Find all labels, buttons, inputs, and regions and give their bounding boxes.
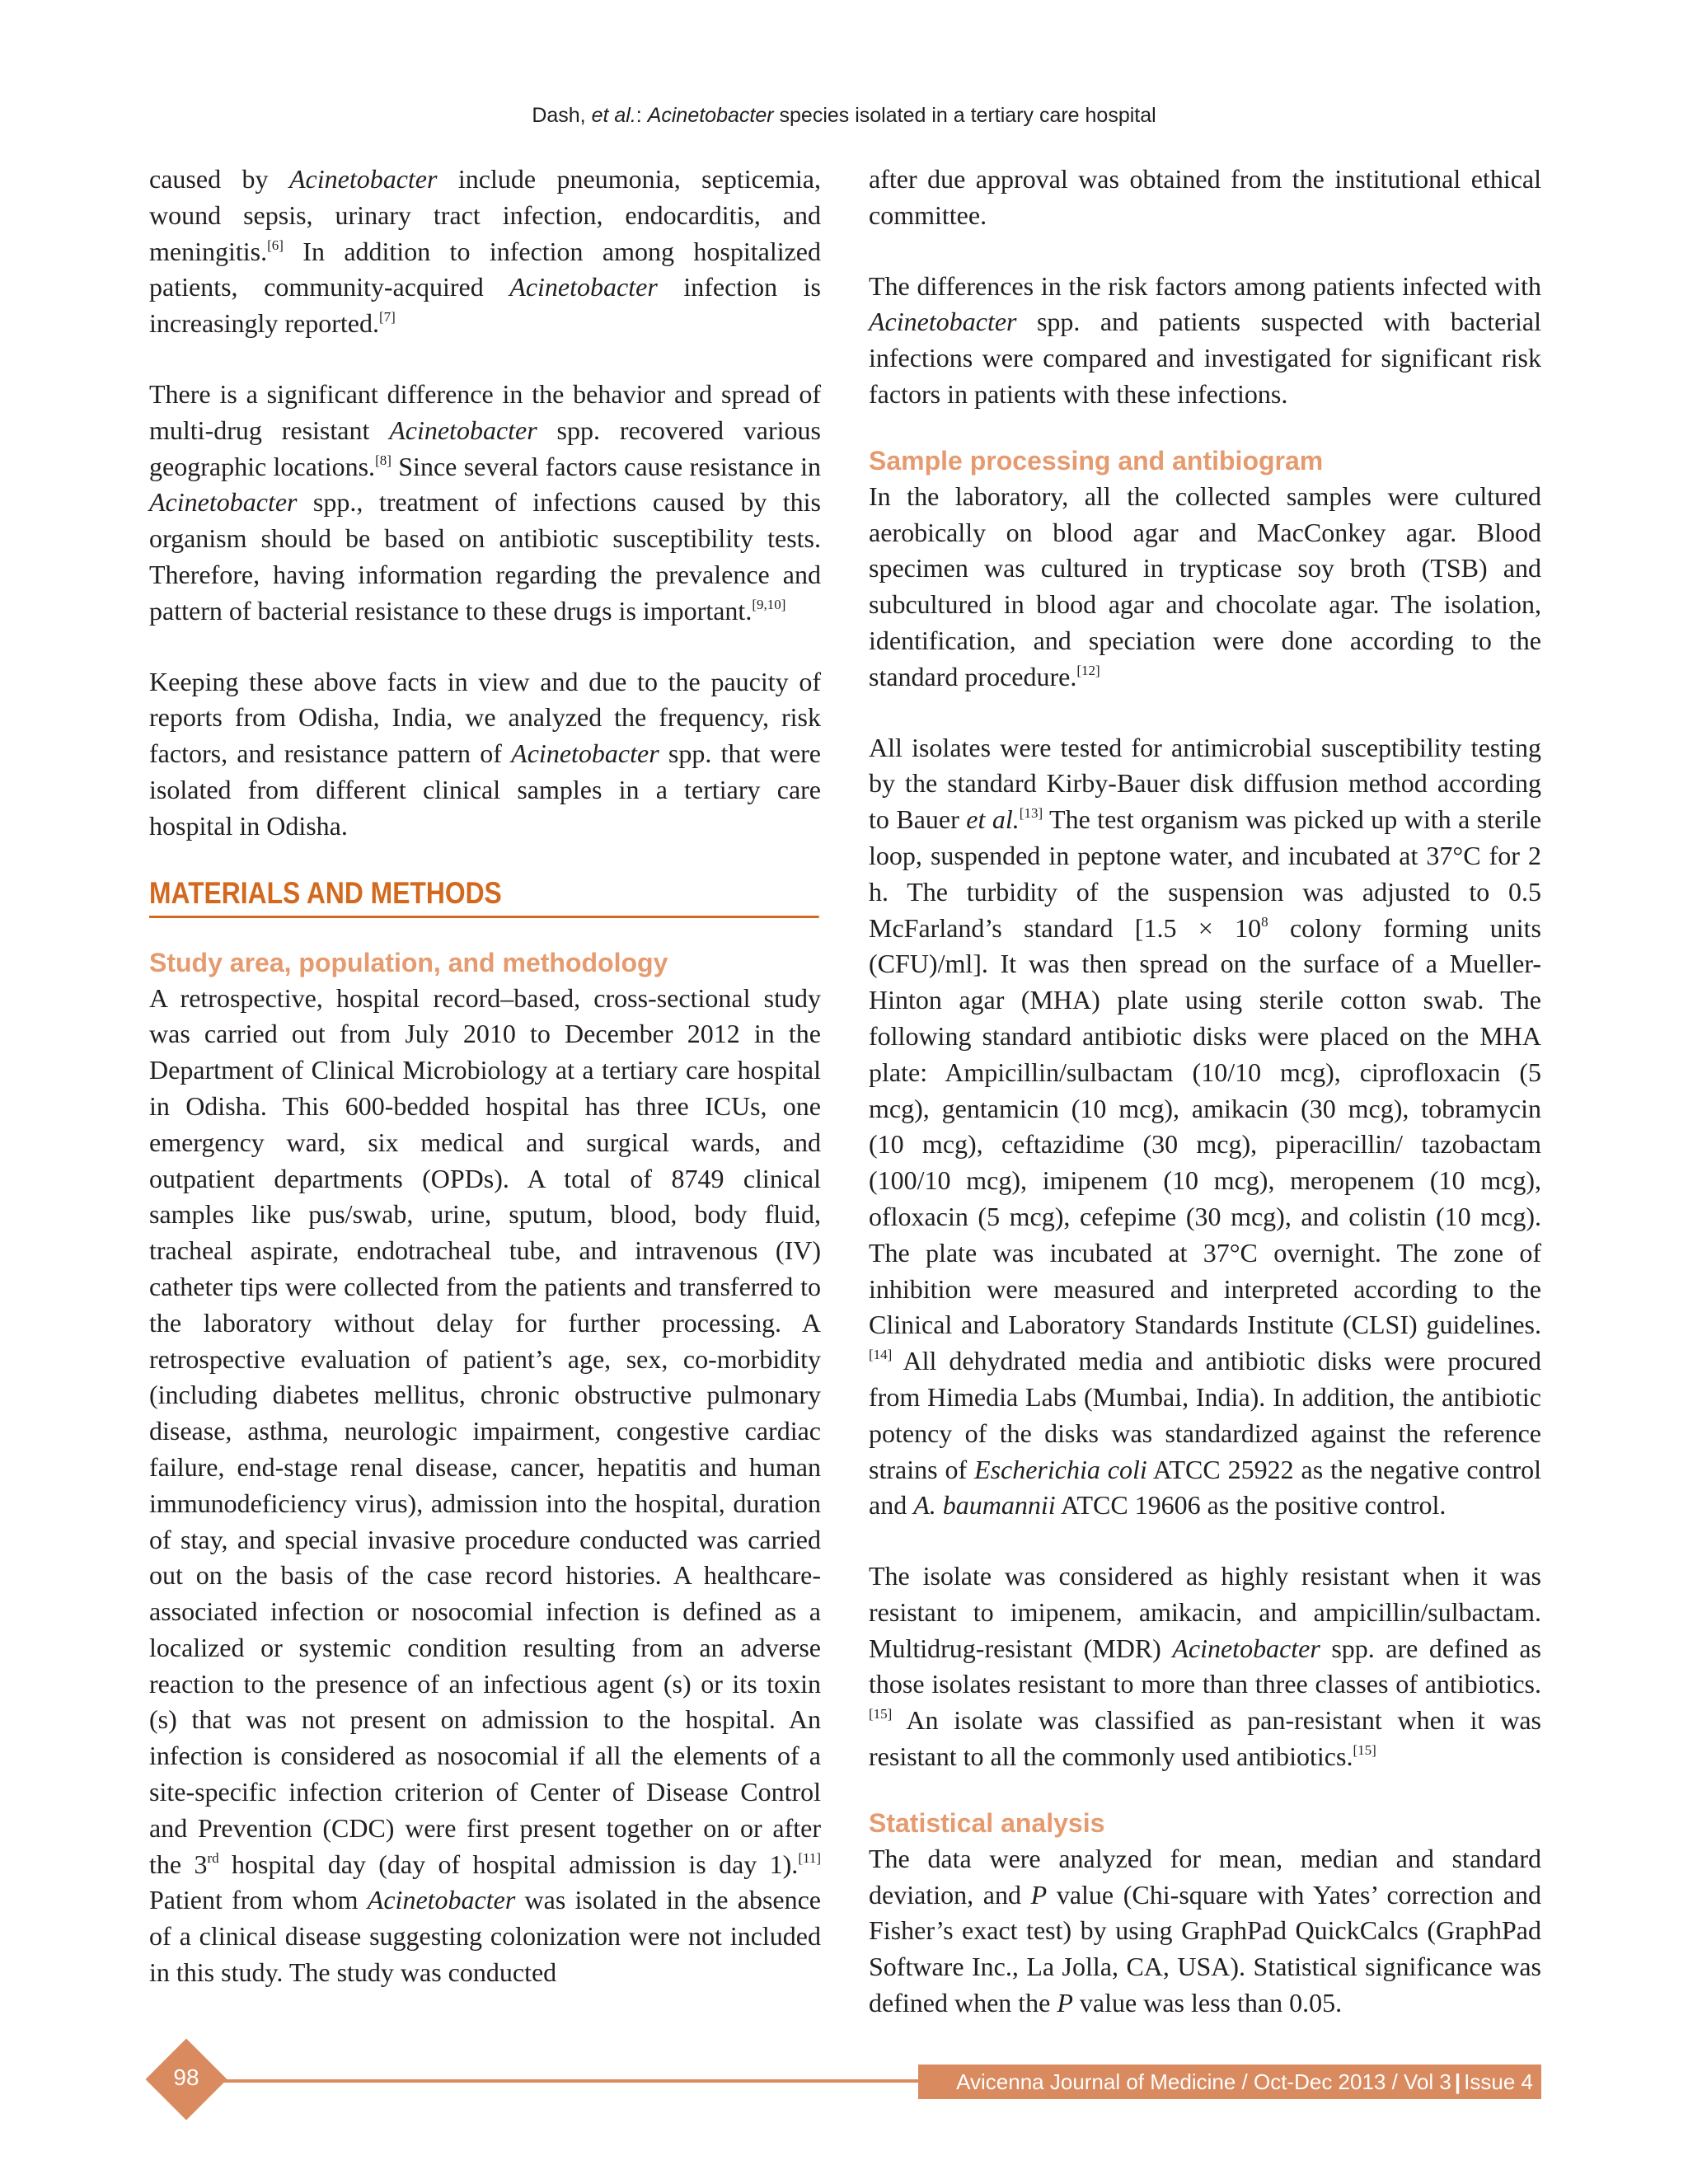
italic-genus: Acinetobacter [869,307,1017,337]
text-run: An isolate was classified as pan-resistant when it was resistant to all the commonly used antibiotics. [869,1705,1541,1772]
citation: [8] [375,452,392,468]
citation: [13] [1019,805,1043,822]
text-run: The differences in the risk factors among patients infected with [869,270,1541,301]
text-run: A retrospective, hospital record–based, cross-sectional study was carried out from July 2010 to December 2012 in the Department of Clinical Microbiology at a tertiary care hospital in Odisha. This 600-bedded hospital has three ICUs, one emergency ward, six medical and surgical wards, and outpatient departments (OPDs). A total of 8749 clinical samples like pus/swab, urine, sputum, blood, body fluid, tracheal aspirate, endotracheal tube, and intravenous (IV) catheter tips were collected from the patients and transferred to the laboratory without delay for further processing. A retrospective evaluation of patient’s age, sex, co-morbidity (including diabetes mellitus, chronic obstructive pulmonary disease, asthma, neurologic impairment, congestive cardiac failure, end-stage renal disease, cancer, hepatitis and human immunodeficiency virus), admission into the hospital, duration of stay, and special invasive procedure conducted was carried out on the basis of the case record histories. A healthcare-associated infection or nosocomial infection is defined as a localized or systemic condition resulting from an adverse reaction to the presence of an infectious agent (s) or its toxin (s) that was not present on admission to the hospital. An infection is considered as nosocomial if all the elements of a site-specific infection criterion of Center of Disease Control and Prevention (CDC) were first present together on or after the 3 [149,982,821,1879]
italic-p: P [1057,1988,1073,2018]
text-run: ATCC 19606 as the positive control. [1055,1490,1447,1521]
text-run: There is a significant difference in the behavior and spread of multi-drug resistant [149,378,821,445]
italic-genus: Acinetobacter [1172,1633,1320,1663]
text-run: include pneumonia, septicemia, wound sepsis, urinary tract infection, endocarditis, and meningitis. [149,164,822,266]
paragraph-statistics [869,1841,1541,2022]
paragraph-resistance-definitions [869,1558,1541,1775]
text-run: Keeping these above facts in view and due to the paucity of reports from Odisha, India, we analyzed the frequency, risk factors, and resistance pattern of [149,666,821,769]
citation: [7] [379,309,396,326]
text-run: The isolate was considered as highly resistant when it was resistant to imipenem, amikacin, and ampicillin/sulbactam. Multidrug-resistant (MDR) [869,1561,1541,1663]
italic-etal: et al. [966,804,1020,835]
text-run: spp. and patients suspected with bacterial infections were compared and investigated for significant risk factors in patients with these infections. [869,307,1541,409]
text-run: colony forming units (CFU)/ml]. It was then spread on the surface of a Mueller-Hinton agar (MHA) plate using sterile cotton swab. The following standard antibiotic disks were placed on the MHA plate: Ampicillin/sulbactam (10/10 mcg), ciprofloxacin (5 mcg), gentamicin (10 mcg), amikacin (30 mcg), tobramycin (10 mcg), ceftazidime (30 mcg), piperacillin/ tazobactam (100/10 mcg), imipenem (10 mcg), meropenem (10 mcg), ofloxacin (5 mcg), cefepime (30 mcg), and colistin (10 mcg). The plate was incubated at 37°C overnight. The zone of inhibition were measured and interpreted according to the Clinical and Laboratory Standards Institute (CLSI) guidelines. [869,912,1542,1340]
ordinal-superscript: rd [207,1849,219,1866]
text-run: In addition to infection among hospitalized patients, community-acquired [149,236,821,302]
text-run: hospital day (day of hospital admission is day 1). [218,1849,799,1879]
paragraph-culture [869,479,1541,696]
paragraph-susceptibility [869,730,1541,1525]
italic-genus: Acinetobacter [389,415,537,445]
text-run: Since several factors cause resistance in [391,451,822,481]
paragraph-resistance [149,377,821,630]
citation: [11] [798,1849,822,1866]
text-run: The test organism was picked up with a sterile loop, suspended in peptone water, and incubated at 37°C for 2 h. The turbidity of the suspension was adjusted to 0.5 McFarland’s standard [1.5 × 10 [869,804,1542,943]
citation: [14] [869,1347,893,1363]
journal-issue: Issue 4 [1464,2069,1533,2094]
paragraph-infections [149,162,821,342]
journal-citation-box [918,2064,1541,2099]
italic-genus: Acinetobacter [509,272,658,302]
running-header [0,104,1688,128]
text-run: spp., treatment of infections caused by this organism should be based on antibiotic susceptibility tests. Therefore, having information regarding the prevalence and pattern of bacterial resistance to these drugs is important. [149,487,821,626]
citation: [15] [1353,1742,1376,1759]
page-number: 98 [173,2064,199,2090]
left-column [149,162,821,1991]
text-run: In the laboratory, all the collected samples were cultured aerobically on blood agar and MacConkey agar. Blood specimen was cultured in trypticase soy broth (TSB) and subcultured in blood agar and chocolate agar. The isolation, identification, and speciation were done according to the standard procedure. [869,480,1541,691]
text-run: infection is increasingly reported. [149,272,822,339]
header-title-rest: species isolated in a tertiary care hospital [773,104,1156,127]
italic-genus: Acinetobacter [149,487,298,518]
text-run: spp. are defined as those isolates resistant to more than three classes of antibiotics. [869,1633,1541,1699]
italic-genus: Acinetobacter [367,1885,516,1915]
italic-species: A. baumannii [913,1490,1056,1521]
italic-genus: Acinetobacter [511,738,659,769]
citation: [9,10] [752,596,786,612]
paragraph-study-design [149,981,821,1991]
paragraph-ethics: after due approval was obtained from the institutional ethical committee. [869,164,1541,230]
citation: [12] [1076,662,1100,678]
text-run: The data were analyzed for mean, median and standard deviation, and [869,1843,1541,1910]
italic-species: Escherichia coli [974,1454,1147,1484]
separator: | [1454,2069,1461,2094]
text-run: value was less than 0.05. [1072,1988,1343,2018]
text-run: spp. recovered various geographic locations. [149,415,821,481]
header-author: Dash, [532,104,592,127]
citation: [15] [869,1706,893,1722]
text-run: spp. that were isolated from different clinical samples in a tertiary care hospital in Odisha. [149,738,822,841]
citation: [6] [267,237,284,253]
text-run: All isolates were tested for antimicrobial susceptibility testing by the standard Kirby-Bauer disk diffusion method according to Bauer [869,732,1541,835]
text-run: caused by [149,164,289,194]
header-colon: : [635,104,648,127]
italic-p: P [1030,1879,1048,1910]
italic-genus: Acinetobacter [288,164,438,194]
text-run: All dehydrated media and antibiotic disks were procured from Himedia Labs (Mumbai, India). In addition, the antibiotic potency of the disks was standardized against the reference strains of [869,1346,1541,1484]
subheading-statistical-analysis: Statistical analysis [869,1807,1105,1838]
exponent: 8 [1261,913,1268,930]
section-heading-methods: MATERIALS AND METHODS [149,876,819,918]
subheading-sample-processing: Sample processing and antibiogram [869,445,1324,476]
paragraph-risk-factors [869,269,1541,413]
text-run: was isolated in the absence of a clinical disease suggesting colonization were not included in this study. The study was conducted [149,1885,822,1988]
paragraph-aim [149,664,821,845]
right-column [869,162,1541,2022]
text-run: ATCC 25922 as the negative control and [869,1454,1541,1521]
text-run: value (Chi-square with Yates’ correction and Fisher’s exact test) by using GraphPad QuickCalcs (GraphPad Software Inc., La Jolla, CA, USA). Statistical significance was defined when the [869,1879,1542,2018]
subheading-study-area: Study area, population, and methodology [149,947,668,977]
journal-citation: Avicenna Journal of Medicine / Oct-Dec 2013 / Vol 3 [956,2069,1451,2094]
header-etal: et al. [591,104,636,127]
text-run: Patient from whom [149,1885,368,1915]
header-genus: Acinetobacter [647,104,774,127]
